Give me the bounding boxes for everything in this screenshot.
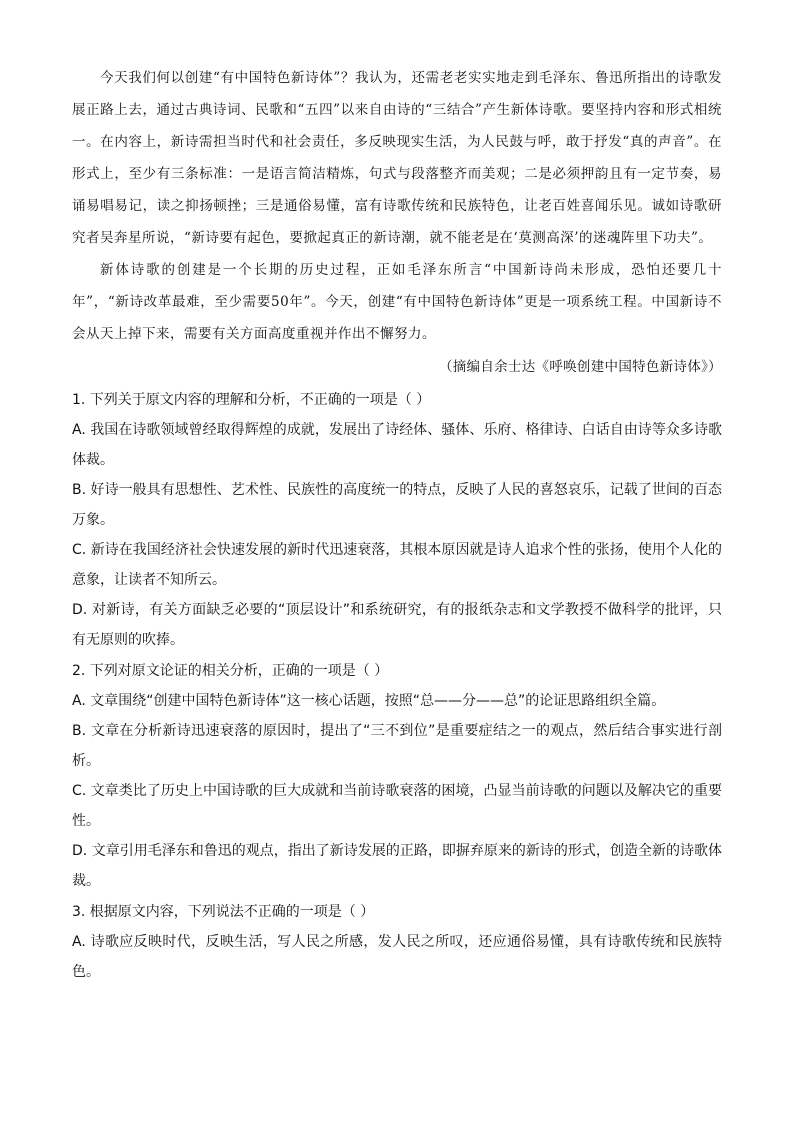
- question-stem: 3. 根据原文内容，下列说法不正确的一项是（ ）: [72, 904, 375, 920]
- question-1: [72, 385, 722, 655]
- passage: [72, 62, 722, 384]
- passage-source: （摘编自余士达《呼唤创建中国特色新诗体》）: [438, 359, 722, 375]
- option-a: A. 文章围绕“创建中国特色新诗体”这一核心话题，按照“总——分——总”的论证思路组织全篇。: [72, 693, 666, 709]
- document-page: [72, 62, 722, 987]
- passage-paragraph: 新体诗歌的创建是一个长期的历史过程，正如毛泽东所言“中国新诗尚未形成，恐怕还要几十年”，“新诗改革最难，至少需要50年”。今天，创建“有中国特色新诗体”更是一项系统工程。中国新诗不会从天上掉下来，需要有关方面高度重视并作出不懈努力。: [72, 262, 722, 342]
- question-3: [72, 897, 722, 987]
- option-b: B. 好诗一般具有思想性、艺术性、民族性的高度统一的特点，反映了人民的喜怒哀乐，记载了世间的百态万象。: [72, 482, 722, 528]
- option-b: B. 文章在分析新诗迅速衰落的原因时，提出了“三不到位”是重要症结之一的观点，然后结合事实进行剖析。: [72, 723, 722, 769]
- option-d: D. 对新诗，有关方面缺乏必要的“顶层设计”和系统研究，有的报纸杂志和文学教授不做科学的批评，只有无原则的吹捧。: [72, 602, 722, 648]
- option-d: D. 文章引用毛泽东和鲁迅的观点，指出了新诗发展的正路，即摒弃原来的新诗的形式，创造全新的诗歌体裁。: [72, 843, 722, 889]
- option-c: C. 文章类比了历史上中国诗歌的巨大成就和当前诗歌衰落的困境，凸显当前诗歌的问题以及解决它的重要性。: [72, 783, 722, 829]
- question-2: [72, 656, 722, 896]
- question-stem: 2. 下列对原文论证的相关分析，正确的一项是（ ）: [72, 663, 389, 679]
- option-c: C. 新诗在我国经济社会快速发展的新时代迅速衰落，其根本原因就是诗人追求个性的张扬，使用个人化的意象，让读者不知所云。: [72, 542, 722, 588]
- passage-paragraph: 今天我们何以创建“有中国特色新诗体”？我认为，还需老老实实地走到毛泽东、鲁迅所指出的诗歌发展正路上去，通过古典诗词、民歌和“五四”以来自由诗的“三结合”产生新体诗歌。要坚持内容和形式相统一。在内容上，新诗需担当时代和社会责任，多反映现实生活，为人民鼓与呼，敢于抒发“真的声音”。在形式上，至少有三条标准：一是语言简洁精炼，句式与段落整齐而美观；二是必须押韵且有一定节奏，易诵易唱易记，读之抑扬顿挫；三是通俗易懂，富有诗歌传统和民族特色，让老百姓喜闻乐见。诚如诗歌研究者吴奔星所说，“新诗要有起色，要掀起真正的新诗潮，就不能老是在‘莫测高深’的迷魂阵里下功夫”。: [72, 70, 722, 246]
- option-a: A. 我国在诗歌领域曾经取得辉煌的成就，发展出了诗经体、骚体、乐府、格律诗、白话自由诗等众多诗歌体裁。: [72, 422, 722, 468]
- question-stem: 1. 下列关于原文内容的理解和分析，不正确的一项是（ ）: [72, 392, 431, 408]
- option-a: A. 诗歌应反映时代，反映生活，写人民之所感，发人民之所叹，还应通俗易懂，具有诗歌传统和民族特色。: [72, 934, 722, 980]
